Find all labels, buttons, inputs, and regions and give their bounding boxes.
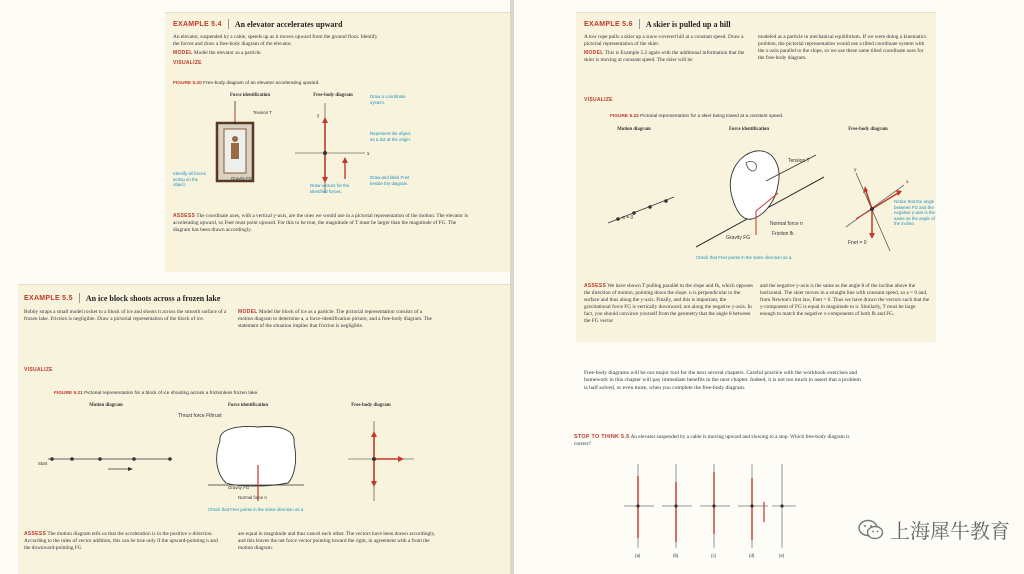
col-force-identification: Force identification bbox=[227, 403, 268, 408]
model-paragraph-left: MODEL This is Example 5.2 again with the additional information that the skier is moving at constant speed. The skier will be bbox=[584, 50, 745, 63]
option-a: (a) bbox=[635, 553, 641, 558]
assess-paragraph-right: are equal in magnitude and thus cancel each other. The vectors have been drawn accordingly, and this leaves the net force vector pointing toward the right, in agreement with a from the motion diagram. bbox=[238, 531, 436, 551]
watermark bbox=[858, 515, 1010, 544]
free-body-diagram bbox=[348, 421, 418, 501]
note-draw-fnet: Draw and label Fnet beside the diagram. bbox=[370, 175, 410, 186]
note-draw-vectors: Draw vectors for the identified forces. bbox=[310, 183, 350, 194]
example-number: EXAMPLE 5.5 bbox=[24, 294, 73, 302]
assess-paragraph: ASSESS The coordinate axes, with a vertical y-axis, are the ones we would use in a pictorial representation of the motion. The elevator is accelerating upward, so Fnet must point upward. For this to be true, the magnitude of T must be larger than the magnitude of FG. The diagram has been drawn accordingly. bbox=[173, 213, 468, 233]
note-identify-forces: Identify all forces acting on the object. bbox=[173, 171, 206, 188]
option-c: (c) bbox=[711, 553, 717, 558]
friction-label: Friction fk bbox=[772, 231, 794, 237]
start-label: Start bbox=[38, 461, 48, 466]
example-problem: An elevator, suspended by a cable, speeds up as it moves upward from the ground floor. Identify the forces and draw a free-body diagram of the elevator. bbox=[173, 34, 378, 47]
col-motion-diagram: Motion diagram bbox=[617, 127, 651, 132]
a-zero-label: a = 0 bbox=[622, 215, 634, 221]
gravity-label: Gravity FG bbox=[231, 176, 253, 181]
thrust-label: Thrust force Fthrust bbox=[178, 413, 222, 419]
model-paragraph: MODEL Model the block of ice as a particle. The pictorial representation consists of a motion diagram to determine a, a force-identification picture, and a free-body diagram. The statement of the situation implies that friction is negligible. bbox=[238, 309, 432, 329]
svg-text:x: x bbox=[906, 180, 909, 185]
divider bbox=[639, 19, 640, 29]
gravity-label: Gravity FG bbox=[228, 485, 250, 490]
col-force-identification: Force identification bbox=[229, 93, 270, 98]
example-5-4-box bbox=[165, 12, 510, 272]
watermark-text: 上海犀牛教育 bbox=[890, 519, 1010, 543]
svg-text:y: y bbox=[317, 114, 320, 119]
ice-block-drawing bbox=[208, 417, 308, 507]
svg-text:x: x bbox=[367, 152, 370, 157]
figure-caption: FIGURE 5.20 Free-body diagram of an elevator accelerating upward. bbox=[173, 81, 320, 86]
option-e: (e) bbox=[779, 553, 785, 558]
assess-paragraph-right: and the negative y-axis is the same as the angle θ of the incline above the horizontal. The skier moves in a straight line with constant speed, so a = 0 and, from Newton's first law, Fnet = 0. Thus we have drawn the vectors such that the y-component of FG is equal in magnitude to n. Similarly, T must be large enough to match the negative x-components of both fk and FG. bbox=[760, 283, 930, 317]
example-problem: Bobby straps a small model rocket to a block of ice and shoots it across the smooth surface of a frozen lake. Friction is negligible. Draw a pictorial representation of the block of ice. bbox=[24, 309, 227, 322]
figure-caption: FIGURE 5.22 Pictorial representation for a skier being towed at a constant speed. bbox=[610, 114, 784, 119]
assess-paragraph-left: ASSESS The motion diagram tells us that the acceleration is in the positive x-direction. According to the rules of vector addition, this can be true only if the upward-pointing n and the downward-pointing FG bbox=[24, 531, 218, 551]
example-title: An elevator accelerates upward bbox=[234, 19, 343, 29]
model-line: MODEL Model the elevator as a particle. bbox=[173, 50, 262, 56]
example-5-6-box bbox=[576, 12, 936, 342]
col-free-body: Free-body diagram bbox=[351, 403, 391, 408]
example-5-6-header bbox=[584, 19, 731, 29]
note-check-fnet: Check that Fnet points in the same direction as a. bbox=[696, 255, 793, 260]
note-represent-dot: Represent the object as a dot at the origin. bbox=[370, 131, 412, 142]
left-page bbox=[0, 0, 510, 574]
col-free-body: Free-body diagram bbox=[313, 93, 353, 98]
divider bbox=[79, 293, 80, 303]
note-check-fnet: Check that Fnet points in the same direction as a. bbox=[208, 507, 305, 512]
example-5-5-header bbox=[24, 293, 220, 303]
stop-to-think-label: STOP TO THINK 5.5 bbox=[574, 434, 630, 440]
example-5-4-header bbox=[173, 19, 342, 29]
visualize-label: VISUALIZE bbox=[173, 60, 202, 66]
gravity-label: Gravity FG bbox=[726, 235, 751, 241]
col-motion-diagram: Motion diagram bbox=[89, 403, 123, 408]
normal-label: Normal force n bbox=[238, 495, 267, 500]
figure-caption: FIGURE 5.21 Pictorial representation for a block of ice shooting across a frictionless frozen lake. bbox=[54, 391, 259, 396]
model-paragraph-right: modeled as a particle in mechanical equilibrium. If we were doing a kinematics problem, the pictorial representation would use a tilted coordinate system with the x-axis parallel to the slope, so we use these same tilted coordinate axes for the free-body diagram. bbox=[758, 34, 927, 61]
note-coordinate-system: Draw a coordinate system. bbox=[370, 94, 406, 105]
example-number: EXAMPLE 5.6 bbox=[584, 20, 633, 28]
stop-to-think-text: An elevator suspended by a cable is moving upward and slowing to a stop. Which free-body diagram is correct? bbox=[574, 434, 850, 447]
visualize-label: VISUALIZE bbox=[24, 367, 53, 373]
example-5-5-box bbox=[18, 284, 510, 574]
example-title: A skier is pulled up a hill bbox=[645, 19, 731, 29]
stop-to-think bbox=[574, 434, 864, 448]
tension-label: Tension T bbox=[253, 110, 272, 115]
motion-diagram bbox=[38, 445, 178, 485]
body-paragraph: Free-body diagrams will be our major tool for the next several chapters. Careful practice with the workbook exercises and homework in this chapter will pay immediate benefits in the next chapter. Indeed, it is not too much to assert that a problem is half solved, or even more, when you complete the free-body diagram. bbox=[584, 370, 861, 391]
example-problem: A tow rope pulls a skier up a snow-covered hill at a constant speed. Draw a pictorial representation of the skier. bbox=[584, 34, 744, 47]
free-body-diagram bbox=[295, 103, 375, 193]
stop-to-think-diagrams bbox=[618, 462, 798, 562]
assess-paragraph-left: ASSESS We have shown T pulling parallel to the slope and fk, which opposes the direction of motion, pointing down the slope. n is perpendicular to the surface and thus along the y-axis. Finally, and this is important, the gravitational force FG is vertically downward, not along the negative y-axis. In fact, you should convince yourself from the geometry that the angle θ between the FG vector bbox=[584, 283, 754, 324]
option-d: (d) bbox=[749, 553, 755, 558]
skier-drawing bbox=[696, 137, 826, 247]
stop-to-think-options bbox=[618, 553, 798, 561]
col-force-identification: Force identification bbox=[728, 127, 769, 132]
fnet-label: Fnet = 0 bbox=[848, 240, 867, 246]
wechat-icon bbox=[858, 519, 884, 541]
example-number: EXAMPLE 5.4 bbox=[173, 20, 222, 28]
motion-diagram bbox=[604, 193, 684, 233]
normal-label: Normal force n bbox=[770, 221, 803, 227]
right-page bbox=[514, 0, 1024, 574]
option-b: (b) bbox=[673, 553, 679, 558]
svg-text:y: y bbox=[854, 168, 857, 173]
divider bbox=[228, 19, 229, 29]
tension-label: Tension T bbox=[788, 158, 810, 164]
col-free-body: Free-body diagram bbox=[848, 127, 888, 132]
example-title: An ice block shoots across a frozen lake bbox=[85, 293, 221, 303]
note-angle: Notice that the angle between FG and the negative y-axis is the same as the angle of the incline. bbox=[894, 199, 935, 227]
visualize-label: VISUALIZE bbox=[584, 97, 613, 103]
